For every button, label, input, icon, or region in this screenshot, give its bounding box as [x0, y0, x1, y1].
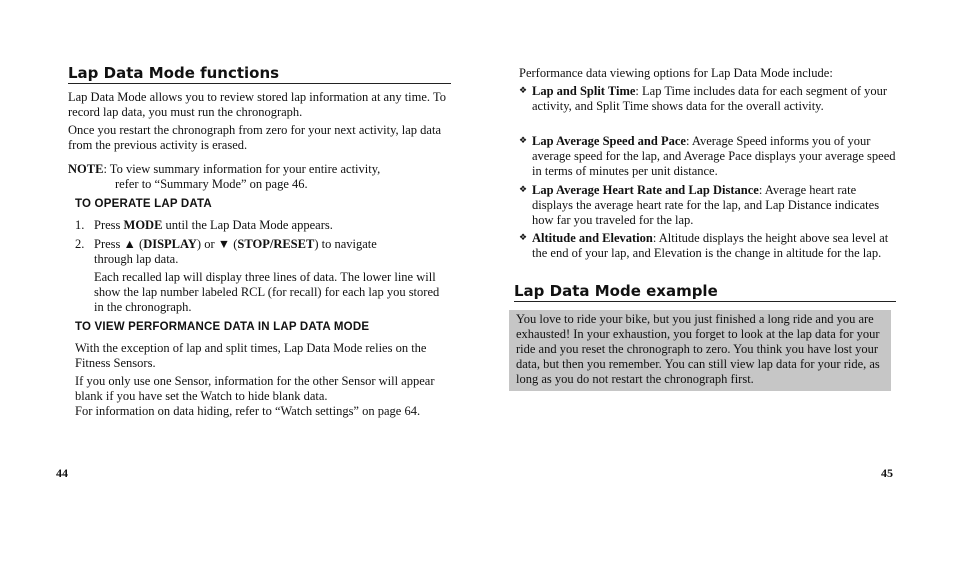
- step-2-text-continued: through lap data.: [94, 252, 179, 266]
- performance-paragraph-2: If you only use one Sensor, information for the other Sensor will appear blank if you have set the Watch to hide blank data.: [75, 374, 435, 403]
- step-2-detail: Each recalled lap will display three lines of data. The lower line will show the lap number labeled RCL (for recall) for each lap you stored in the chronograph.: [94, 270, 440, 314]
- bullet-lap-average-speed-pace: [519, 134, 897, 179]
- bullet-term: Lap and Split Time: [532, 84, 636, 98]
- step-1-text-a: Press: [94, 218, 124, 232]
- note-label: NOTE: [68, 162, 104, 176]
- note-block: [68, 162, 450, 177]
- performance-paragraph-1: With the exception of lap and split times, Lap Data Mode relies on the Fitness Sensors.: [75, 341, 427, 370]
- page-number-right: 45: [881, 466, 893, 480]
- diamond-bullet-icon: ❖: [519, 185, 528, 195]
- options-intro: Performance data viewing options for Lap Data Mode include:: [519, 66, 833, 80]
- bullet-description: : Lap Time includes data for each segment of your activity, and Split Time shows data for the overall activity.: [532, 84, 888, 113]
- step-2-text-a: Press ▲ (: [94, 237, 144, 251]
- bullet-term: Altitude and Elevation: [532, 231, 653, 245]
- bullet-altitude-elevation: [519, 231, 897, 261]
- right-section-heading: Lap Data Mode example: [514, 282, 896, 302]
- intro-paragraph-1: Lap Data Mode allows you to review stored lap information at any time. To record lap data, you must run the chronograph.: [68, 90, 446, 119]
- step-2-number: 2.: [75, 237, 85, 251]
- intro-paragraph-2: Once you restart the chronograph from zero for your next activity, lap data from the previous activity is erased.: [68, 123, 442, 152]
- example-text: You love to ride your bike, but you just finished a long ride and you are exhausted! In your exhaustion, you forget to look at the lap data for your ride and you reset the chronograph to zero. You think you have lost your data, but then you remember. You can still view lap data for your ride, as long as you do not restart the chronograph first.: [516, 312, 880, 386]
- example-box: [509, 310, 891, 391]
- subheading-operate-lap-data: TO OPERATE LAP DATA: [75, 198, 212, 210]
- step-1-text-c: until the Lap Data Mode appears.: [162, 218, 333, 232]
- note-text-continued: refer to “Summary Mode” on page 46.: [115, 177, 308, 191]
- bullet-description: : Average heart rate displays the average heart rate for the lap, and Lap Distance indicates how far you traveled for the lap.: [532, 183, 880, 227]
- note-text: : To view summary information for your entire activity,: [103, 162, 381, 176]
- diamond-bullet-icon: ❖: [519, 233, 528, 243]
- diamond-bullet-icon: ❖: [519, 86, 528, 96]
- performance-paragraph-3: For information on data hiding, refer to “Watch settings” on page 64.: [75, 404, 421, 418]
- diamond-bullet-icon: ❖: [519, 136, 528, 146]
- page-number-left: 44: [56, 466, 68, 480]
- left-section-heading: Lap Data Mode functions: [68, 64, 451, 84]
- bullet-lap-split-time: [519, 84, 897, 114]
- step-2: [75, 237, 450, 252]
- step-1-number: 1.: [75, 218, 85, 232]
- bullet-term: Lap Average Heart Rate and Lap Distance: [532, 183, 759, 197]
- step-2-text-e: ) to navigate: [314, 237, 377, 251]
- bullet-term: Lap Average Speed and Pace: [532, 134, 686, 148]
- bullet-description: : Altitude displays the height above sea level at the end of your lap, and Elevation is the change in altitude for the lap.: [532, 231, 889, 260]
- bullet-description: : Average Speed informs you of your average speed for the lap, and Average Pace displays your average speed in terms of minutes per unit distance.: [532, 134, 896, 178]
- stop-reset-button-name: STOP/RESET: [237, 237, 315, 251]
- mode-button-name: MODE: [123, 218, 163, 232]
- step-1: [75, 218, 450, 233]
- subheading-view-performance-data: TO VIEW PERFORMANCE DATA IN LAP DATA MODE: [75, 321, 370, 333]
- display-button-name: DISPLAY: [143, 237, 197, 251]
- bullet-heart-rate-distance: [519, 183, 897, 228]
- step-2-text-c: ) or ▼ (: [196, 237, 238, 251]
